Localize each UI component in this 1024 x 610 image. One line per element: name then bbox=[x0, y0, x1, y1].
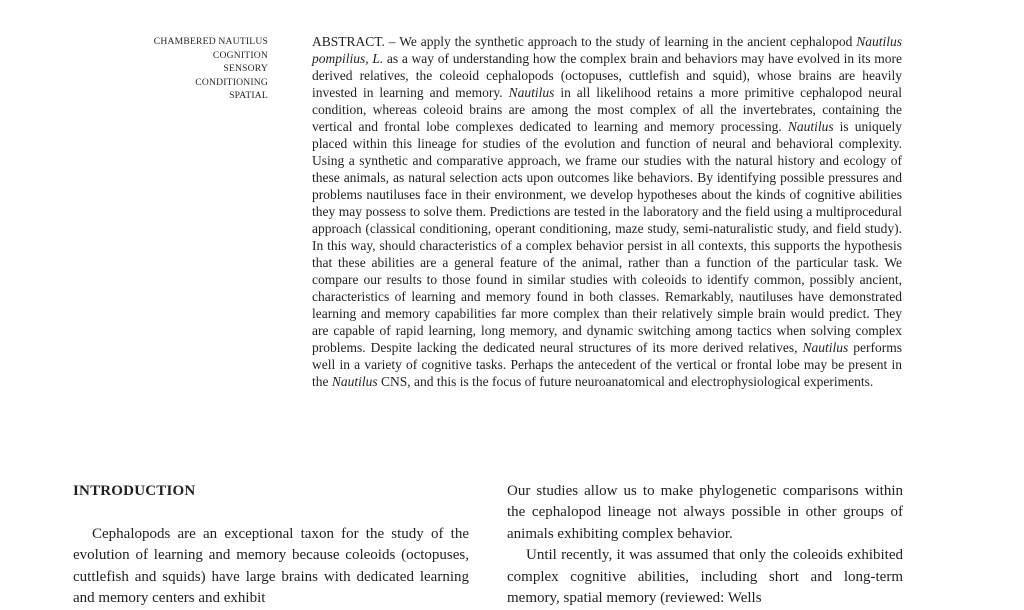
genus-name: Nautilus bbox=[508, 85, 555, 100]
keyword: CONDITIONING bbox=[195, 76, 268, 88]
abstract-text: performs well in a variety of cognitive tasks. Perhaps the antecedent of the vertical or frontal lobe may be present in the bbox=[312, 340, 902, 389]
genus-name: Nautilus bbox=[787, 119, 834, 134]
keyword: COGNITION bbox=[212, 49, 268, 61]
abstract-text: – We apply the synthetic approach to the study of learning in the ancient cephalopod bbox=[384, 34, 857, 49]
body-paragraph: Until recently, it was assumed that only the coleoids exhibited complex cognitive abilities, including short and long-term memory, spatial memory (reviewed: Wells bbox=[507, 547, 903, 607]
abstract bbox=[312, 33, 902, 390]
body-paragraph: Cephalopods are an exceptional taxon for the study of the evolution of learning and memory because coleoids (octopuses, cuttlefish and squids) have large brains with dedicated learning and memory centers and exhibit bbox=[73, 526, 469, 607]
keyword: SENSORY bbox=[223, 63, 268, 75]
keyword: SPATIAL bbox=[229, 90, 268, 102]
species-name: Nautilus pompilius, L. bbox=[312, 34, 902, 66]
right-column bbox=[507, 481, 903, 609]
abstract-text: in all likelihood retains a more primitive cephalopod neural condition, whereas coleoid brains are among the most complex of all the invertebrates, containing the vertical and frontal lobe complexes dedicated to learning and memory processing. bbox=[312, 85, 903, 134]
genus-name: Nautilus bbox=[802, 340, 849, 355]
genus-name: Nautilus bbox=[331, 374, 378, 389]
left-column bbox=[73, 524, 469, 610]
keyword: CHAMBERED NAUTILUS bbox=[153, 36, 268, 47]
abstract-text: CNS, and this is the focus of future neuroanatomical and electrophysiological experiments. bbox=[377, 374, 874, 389]
abstract-label: ABSTRACT. bbox=[312, 34, 385, 49]
section-heading: INTRODUCTION bbox=[73, 483, 196, 499]
body-paragraph: Our studies allow us to make phylogenetic comparisons within the cephalopod lineage not always possible in other groups of animals exhibiting complex behavior. bbox=[507, 483, 903, 542]
keywords-list bbox=[120, 35, 268, 103]
abstract-text: is uniquely placed within this lineage for studies of the evolution and function of neural and behavioral complexity. Using a synthetic and comparative approach, we frame our studies with the natural history and ecology of these animals, as natural selection acts upon outcomes like behaviors. By identifying possible pressures and problems nautiluses face in their environment, we develop hypotheses about the kinds of cognitive abilities they may possess to solve them. Predictions are tested in the laboratory and the field using a multiprocedural approach (classical conditioning, operant conditioning, maze study, semi-naturalistic study, and field study). In this way, should characteristics of a complex behavior persist in all contexts, this supports the hypothesis that these abilities are a general feature of the animal, rather than a function of the particular task. We compare our results to those found in similar studies with coleoids to identify common, possibly ancient, characteristics of learning and memory found in both classes. Remarkably, nautiluses have demonstrated learning and memory capabilities far more complex than their relatively simple brain would predict. They are capable of rapid learning, long memory, and dynamic switching among tactics when solving complex problems. Despite lacking the dedicated neural structures of its more derived relatives, bbox=[312, 119, 902, 355]
abstract-text: as a way of understanding how the complex brain and behaviors may have evolved in its more derived relatives, the coleoid cephalopods (octopuses, cuttlefish and squid), whose brains are heavily invested in learning and memory. bbox=[312, 51, 902, 100]
